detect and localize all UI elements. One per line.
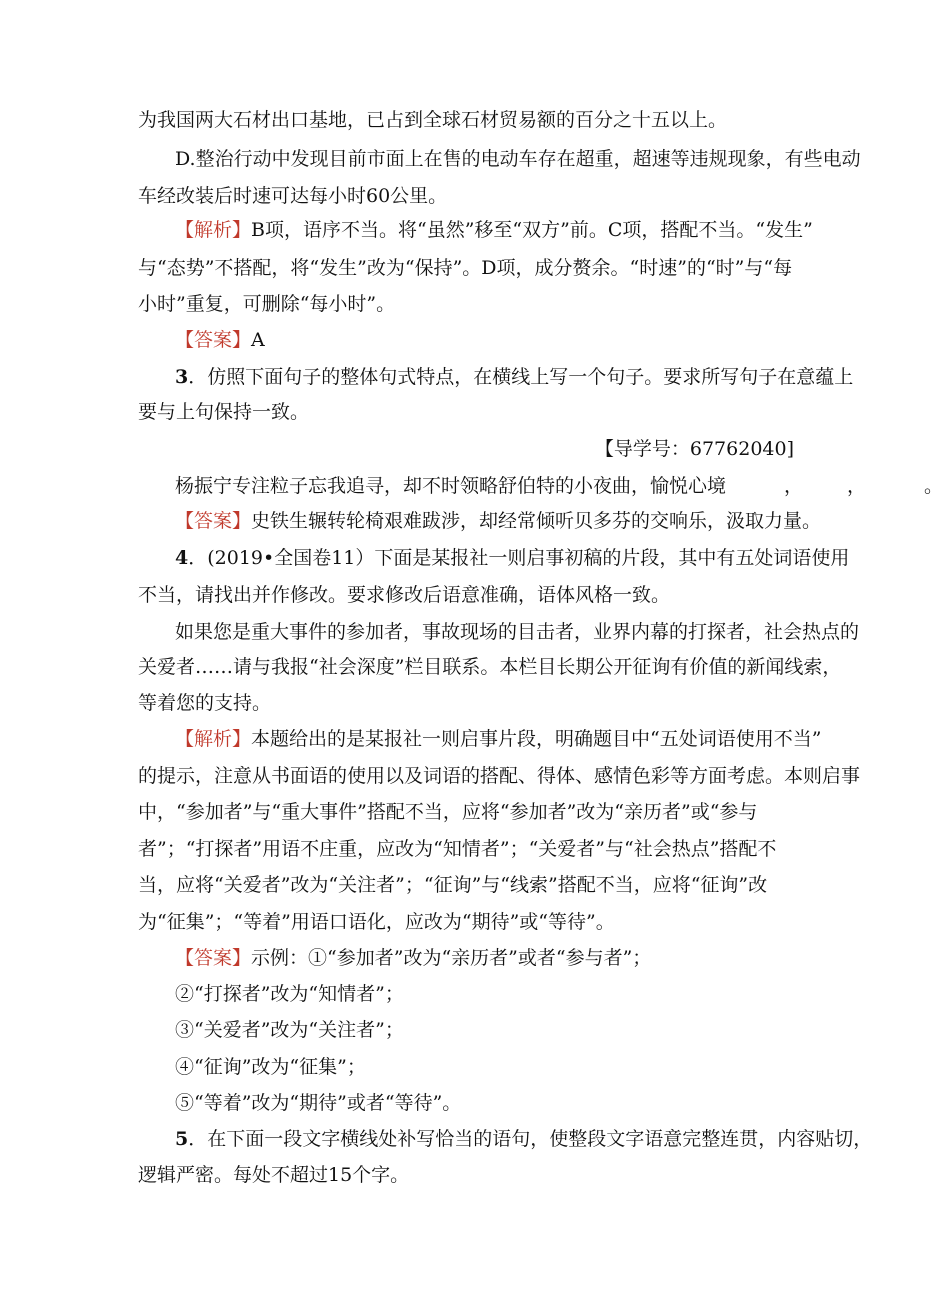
text-line [138, 764, 861, 788]
paragraph-text: 者”；“打探者”用语不庄重，应改为“知情者”；“关爱者”与“社会热点”搭配不 [138, 838, 777, 860]
question-number: 5 [175, 1128, 189, 1150]
paragraph-text: ， [847, 475, 867, 497]
paragraph-text: A [251, 329, 265, 351]
paragraph-text: 要与上句保持一致。 [138, 401, 310, 423]
paragraph-text: 。 [924, 475, 943, 497]
text-line [138, 873, 798, 897]
paragraph-text: 中，“参加者”与“重大事件”搭配不当，应将“参加者”改为“亲历者”或“参与 [138, 801, 758, 823]
paragraph-text: 【导学号：67762040] [594, 438, 794, 460]
text-line [138, 655, 842, 679]
question-5 [175, 1127, 873, 1151]
paragraph-text: 为“征集”；“等着”用语口语化，应改为“期待”或“等待”。 [138, 911, 615, 933]
paragraph-text: ②“打探者”改为“知情者”； [175, 983, 404, 1005]
answer-line [175, 509, 822, 533]
paragraph-text: 等着您的支持。 [138, 692, 272, 714]
paragraph-text: ．仿照下面句子的整体句式特点，在横线上写一个句子。要求所写句子在意蕴上 [188, 366, 854, 388]
question-4 [175, 546, 850, 570]
answer-item [175, 1055, 798, 1079]
paragraph-text: 如果您是重大事件的参加者，事故现场的目击者，业界内幕的打探者，社会热点的 [175, 621, 860, 643]
question-3 [175, 365, 854, 389]
text-line [138, 108, 798, 132]
answer-tag: 【答案】 [175, 510, 252, 532]
question-number: 4 [175, 547, 189, 569]
sample-sentence [175, 474, 943, 498]
text-line [175, 620, 860, 644]
paragraph-text: 本题给出的是某报社一则启事片段，明确题目中“五处词语使用不当” [251, 728, 822, 750]
answer-tag: 【答案】 [175, 329, 252, 351]
answer-item [175, 1018, 798, 1042]
text-line [138, 691, 798, 715]
paragraph-text: ， [784, 475, 804, 497]
paragraph-text: 小时”重复，可删除“每小时”。 [138, 293, 396, 315]
paragraph-text: ④“征询”改为“征集”； [175, 1056, 366, 1078]
paragraph-text: 的提示，注意从书面语的使用以及词语的搭配、得体、感情色彩等方面考虑。本则启事 [138, 765, 861, 787]
paragraph-text: 当，应将“关爱者”改为“关注者”；“征询”与“线索”搭配不当，应将“征询”改 [138, 874, 768, 896]
paragraph-text: ．(2019•全国卷11）下面是某报社一则启事初稿的片段，其中有五处词语使用 [188, 547, 850, 569]
paragraph-text: 与“态势”不搭配，将“发生”改为“保持”。D项，成分赘余。“时速”的“时”与“每 [138, 257, 793, 279]
analysis-tag: 【解析】 [175, 219, 252, 241]
answer-item [175, 982, 798, 1006]
paragraph-text: 关爱者……请与我报“社会深度”栏目联系。本栏目长期公开征询有价值的新闻线索， [138, 656, 842, 678]
paragraph-text: 史铁生辗转轮椅艰难跋涉，却经常倾听贝多芬的交响乐，汲取力量。 [251, 510, 822, 532]
paragraph-text: 示例：①“参加者”改为“亲历者”或者“参与者”； [251, 947, 652, 969]
paragraph-text: 车经改装后时速可达每小时60公里。 [138, 185, 448, 207]
question-number: 3 [175, 366, 189, 388]
analysis-tag: 【解析】 [175, 728, 252, 750]
paragraph-text: 杨振宁专注粒子忘我追寻，却不时领略舒伯特的小夜曲，愉悦心境 [175, 475, 727, 497]
text-line [138, 400, 798, 424]
text-line [138, 910, 798, 934]
paragraph-text: B项，语序不当。将“虽然”移至“双方”前。C项，搭配不当。“发生” [251, 219, 813, 241]
paragraph-text: D.整治行动中发现目前市面上在售的电动车存在超重，超速等违规现象，有些电动 [175, 148, 861, 170]
text-line [138, 292, 798, 316]
text-line [138, 1163, 798, 1187]
paragraph-text: ③“关爱者”改为“关注者”； [175, 1019, 404, 1041]
paragraph-text: ．在下面一段文字横线处补写恰当的语句，使整段文字语意完整连贯，内容贴切， [188, 1128, 873, 1150]
answer-line [175, 328, 798, 352]
text-line [138, 256, 798, 280]
paragraph-text: ⑤“等着”改为“期待”或者“等待”。 [175, 1092, 462, 1114]
text-line [138, 184, 798, 208]
guide-number [595, 437, 794, 461]
analysis-line [175, 218, 813, 242]
text-line [138, 837, 798, 861]
text-line [138, 583, 798, 607]
answer-tag: 【答案】 [175, 947, 252, 969]
answer-line [175, 946, 798, 970]
option-d [175, 147, 861, 171]
paragraph-text: 逻辑严密。每处不超过15个字。 [138, 1164, 410, 1186]
text-line [138, 800, 798, 824]
paragraph-text: 为我国两大石材出口基地，已占到全球石材贸易额的百分之十五以上。 [138, 109, 728, 131]
paragraph-text: 不当，请找出并作修改。要求修改后语意准确，语体风格一致。 [138, 584, 671, 606]
analysis-line [175, 727, 822, 751]
answer-item [175, 1091, 798, 1115]
